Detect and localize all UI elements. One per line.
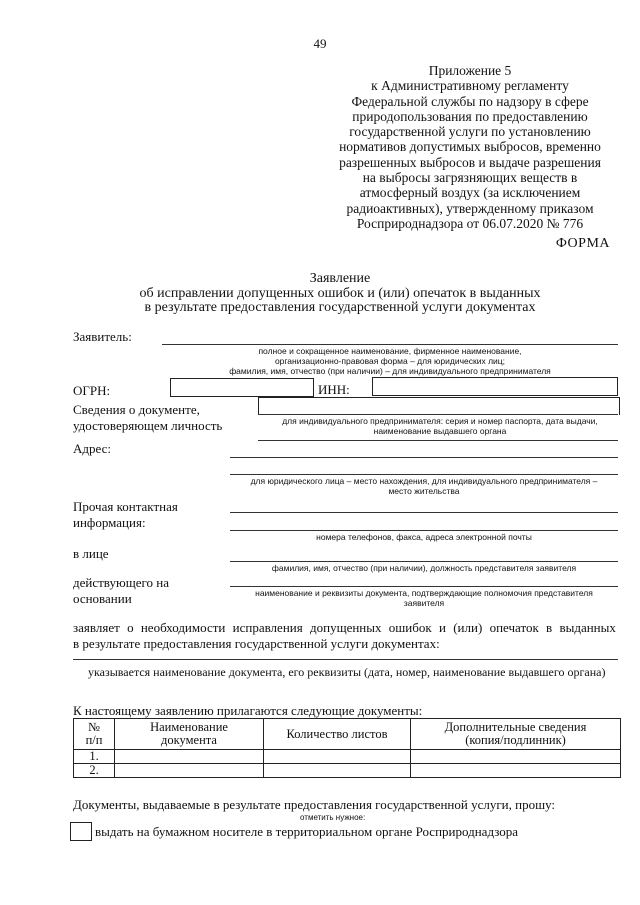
cell-count[interactable] bbox=[264, 764, 411, 778]
address-field-2[interactable] bbox=[230, 474, 618, 475]
cell-num: 2. bbox=[74, 764, 115, 778]
cell-count[interactable] bbox=[264, 750, 411, 764]
hint-line: наименование и реквизиты документа, подтверждающие полномочия представителя bbox=[255, 588, 593, 598]
appendix-line: разрешенных выбросов и выдаче разрешения bbox=[339, 154, 601, 170]
hint-line: место жительства bbox=[388, 486, 460, 496]
statement-line-1 bbox=[73, 620, 616, 635]
statement-word: о bbox=[127, 620, 134, 635]
id-doc-label bbox=[73, 402, 222, 434]
applicant-field[interactable] bbox=[162, 344, 618, 345]
table-row bbox=[74, 750, 621, 764]
attachments-intro: К настоящему заявлению прилагаются следующие документы: bbox=[73, 703, 423, 718]
attachments-table bbox=[73, 718, 621, 778]
header-line: документа bbox=[161, 733, 217, 747]
label-line: Сведения о документе, bbox=[73, 402, 200, 417]
person-hint: фамилия, имя, отчество (при наличии), должность представителя заявителя bbox=[271, 563, 577, 573]
delivery-hint: отметить нужное: bbox=[300, 813, 366, 822]
statement-field[interactable] bbox=[73, 659, 618, 660]
label-line: действующего на bbox=[73, 575, 169, 590]
title-line: Заявление bbox=[309, 271, 371, 286]
table-row bbox=[74, 764, 621, 778]
label-line: информация: bbox=[73, 515, 146, 530]
statement-word: допущенных bbox=[310, 620, 382, 635]
appendix-header bbox=[320, 63, 620, 231]
statement-word: заявляет bbox=[73, 620, 120, 635]
applicant-label: Заявитель: bbox=[73, 329, 132, 344]
header-line: Наименование bbox=[150, 720, 228, 734]
contact-field-1[interactable] bbox=[230, 512, 618, 513]
statement-word: исправления bbox=[232, 620, 303, 635]
address-hint bbox=[230, 476, 618, 496]
id-doc-hint bbox=[262, 416, 618, 436]
header-line: Дополнительные сведения bbox=[444, 720, 587, 734]
form-label: ФОРМА bbox=[555, 236, 610, 251]
appendix-line: государственной услуги по установлению bbox=[349, 124, 591, 140]
basis-field[interactable] bbox=[230, 586, 618, 587]
appendix-line: атмосферный воздух (за исключением bbox=[359, 185, 581, 201]
label-line: основании bbox=[73, 591, 132, 606]
hint-line: фамилия, имя, отчество (при наличии) – для индивидуального предпринимателя bbox=[229, 366, 551, 376]
cell-extra[interactable] bbox=[411, 764, 621, 778]
title-line: в результате предоставления государственной услуги документах bbox=[144, 300, 536, 315]
statement-word: (или) bbox=[453, 620, 483, 635]
appendix-line: природопользования по предоставлению bbox=[352, 108, 588, 124]
statement-word: необходимости bbox=[140, 620, 226, 635]
id-doc-underline bbox=[258, 414, 618, 415]
statement-hint: указывается наименование документа, его реквизиты (дата, номер, наименование выдавшего органа) bbox=[88, 665, 606, 679]
basis-hint bbox=[230, 588, 618, 608]
basis-label bbox=[73, 575, 169, 607]
delivery-paper-checkbox[interactable] bbox=[70, 822, 92, 841]
statement-word: ошибок bbox=[388, 620, 432, 635]
person-field[interactable] bbox=[230, 561, 618, 562]
delivery-text: Документы, выдаваемые в результате предоставления государственной услуги, прошу: bbox=[73, 797, 556, 812]
header-line: (копия/подлинник) bbox=[465, 733, 566, 747]
statement-word: выданных bbox=[559, 620, 616, 635]
label-line: Прочая контактная bbox=[73, 499, 178, 514]
address-label: Адрес: bbox=[73, 441, 111, 456]
ogrn-input[interactable] bbox=[170, 378, 314, 397]
hint-line: наименование выдавшего органа bbox=[373, 426, 507, 436]
hint-line: для индивидуального предпринимателя: серия и номер паспорта, дата выдачи, bbox=[282, 416, 598, 426]
applicant-hint bbox=[200, 346, 580, 376]
document-title bbox=[0, 272, 640, 316]
title-line: об исправлении допущенных ошибок и (или) опечаток в выданных bbox=[139, 285, 541, 301]
hint-line: заявителя bbox=[403, 598, 445, 608]
appendix-line: радиоактивных), утвержденному приказом bbox=[346, 200, 594, 216]
address-field-1[interactable] bbox=[230, 457, 618, 458]
col-header-name bbox=[115, 719, 264, 750]
table-header-row bbox=[74, 719, 621, 750]
appendix-line: на выбросы загрязняющих веществ в bbox=[362, 170, 578, 186]
appendix-line: Федеральной службы по надзору в сфере bbox=[351, 93, 589, 109]
person-label: в лице bbox=[73, 546, 109, 561]
cell-extra[interactable] bbox=[411, 750, 621, 764]
contact-hint: номера телефонов, факса, адреса электронной почты bbox=[316, 532, 532, 542]
col-header-extra bbox=[411, 719, 621, 750]
hint-line: полное и сокращенное наименование, фирменное наименование, bbox=[258, 346, 522, 356]
statement-line-2: в результате предоставления государственной услуги документах: bbox=[73, 636, 440, 651]
ogrn-label: ОГРН: bbox=[73, 383, 111, 398]
page-number: 49 bbox=[313, 36, 327, 51]
statement-word: опечаток bbox=[489, 620, 539, 635]
statement-word: и bbox=[438, 620, 446, 635]
appendix-line: к Административному регламенту bbox=[371, 78, 569, 94]
header-line: № bbox=[88, 720, 100, 734]
appendix-line: Росприроднадзора от 06.07.2020 № 776 bbox=[356, 215, 584, 231]
appendix-line: нормативов допустимых выбросов, временно bbox=[339, 139, 601, 155]
inn-input[interactable] bbox=[372, 377, 618, 396]
inn-label: ИНН: bbox=[318, 382, 350, 397]
appendix-line: Приложение 5 bbox=[428, 63, 512, 78]
cell-name[interactable] bbox=[115, 750, 264, 764]
delivery-option-paper: выдать на бумажном носителе в территориальном органе Росприроднадзора bbox=[95, 824, 519, 839]
id-doc-input[interactable] bbox=[258, 397, 620, 415]
contact-field-2[interactable] bbox=[230, 530, 618, 531]
contact-label bbox=[73, 499, 178, 531]
label-line: удостоверяющем личность bbox=[73, 418, 223, 433]
statement-word: в bbox=[546, 620, 553, 635]
cell-num: 1. bbox=[74, 750, 115, 764]
hint-line: для юридического лица – место нахождения, для индивидуального предпринимателя – bbox=[250, 476, 598, 486]
cell-name[interactable] bbox=[115, 764, 264, 778]
id-doc-bottom-line bbox=[258, 440, 618, 441]
header-line: п/п bbox=[85, 733, 103, 747]
hint-line: организационно-правовая форма – для юридических лиц; bbox=[274, 356, 506, 366]
col-header-count: Количество листов bbox=[264, 719, 411, 750]
col-header-num bbox=[74, 719, 115, 750]
